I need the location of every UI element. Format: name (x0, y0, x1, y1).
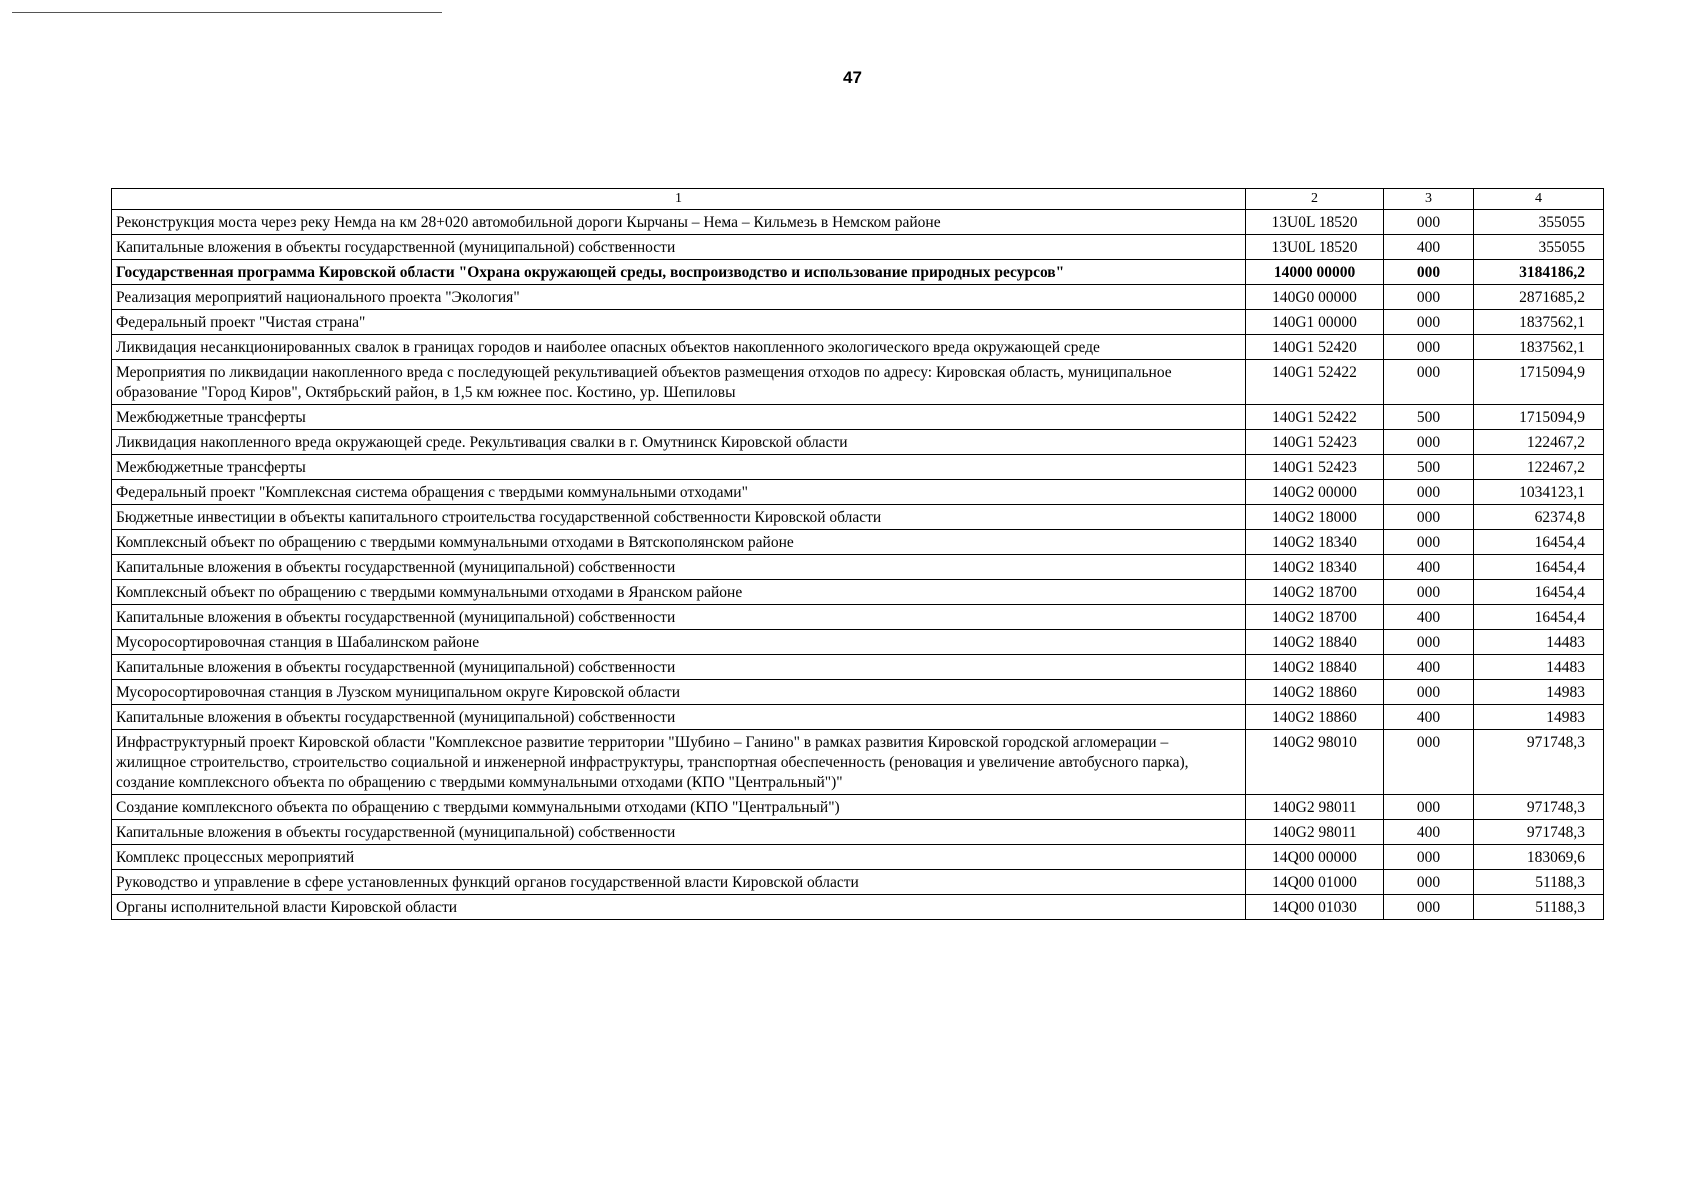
row-type-cell: 400 (1384, 705, 1474, 730)
row-sum-cell: 16454,4 (1474, 530, 1604, 555)
row-sum-cell: 971748,3 (1474, 730, 1604, 795)
row-code-cell: 140G2 18000 (1246, 505, 1384, 530)
row-sum-cell: 1034123,1 (1474, 480, 1604, 505)
row-code-cell: 13U0L 18520 (1246, 210, 1384, 235)
row-sum-cell: 16454,4 (1474, 580, 1604, 605)
row-type-cell: 400 (1384, 235, 1474, 260)
table-row (112, 360, 1604, 405)
table-row (112, 555, 1604, 580)
row-sum-cell: 1837562,1 (1474, 310, 1604, 335)
row-code-cell: 14Q00 01000 (1246, 870, 1384, 895)
row-sum-cell: 122467,2 (1474, 430, 1604, 455)
row-name-cell: Реализация мероприятий национального проекта "Экология" (112, 285, 1246, 310)
row-code-cell: 14Q00 00000 (1246, 845, 1384, 870)
row-sum-cell: 971748,3 (1474, 820, 1604, 845)
row-type-cell: 000 (1384, 580, 1474, 605)
row-code-cell: 14Q00 01030 (1246, 895, 1384, 920)
row-name-cell: Федеральный проект "Чистая страна" (112, 310, 1246, 335)
page-number: 47 (843, 68, 862, 87)
table-row (112, 820, 1604, 845)
table-row (112, 705, 1604, 730)
table-row (112, 795, 1604, 820)
table-row (112, 430, 1604, 455)
row-sum-cell: 51188,3 (1474, 870, 1604, 895)
header-col-4: 4 (1474, 189, 1604, 210)
row-name-cell: Капитальные вложения в объекты государственной (муниципальной) собственности (112, 705, 1246, 730)
row-sum-cell: 122467,2 (1474, 455, 1604, 480)
row-sum-cell: 3184186,2 (1474, 260, 1604, 285)
row-type-cell: 500 (1384, 405, 1474, 430)
table-row (112, 235, 1604, 260)
table-row (112, 210, 1604, 235)
row-type-cell: 000 (1384, 505, 1474, 530)
table-row (112, 680, 1604, 705)
table-row (112, 845, 1604, 870)
row-name-cell: Инфраструктурный проект Кировской области "Комплексное развитие территории "Шубино – Ганино" в рамках развития Кировской городской агломерации – жилищное строительство, строительство социальной и инженерной инфраструктуры, транспортная обеспеченность (реновация и увеличение автобусного парка), создание комплексного объекта по обращению с твердыми коммунальными отходами (КПО "Центральный")" (112, 730, 1246, 795)
table-row (112, 285, 1604, 310)
row-type-cell: 400 (1384, 605, 1474, 630)
row-name-cell: Федеральный проект "Комплексная система обращения с твердыми коммунальными отходами" (112, 480, 1246, 505)
budget-table (111, 188, 1604, 920)
table-row (112, 480, 1604, 505)
table-row (112, 630, 1604, 655)
row-name-cell: Создание комплексного объекта по обращению с твердыми коммунальными отходами (КПО "Центральный") (112, 795, 1246, 820)
row-name-cell: Бюджетные инвестиции в объекты капитального строительства государственной собственности Кировской области (112, 505, 1246, 530)
row-code-cell: 14000 00000 (1246, 260, 1384, 285)
row-name-cell: Капитальные вложения в объекты государственной (муниципальной) собственности (112, 605, 1246, 630)
table-row (112, 655, 1604, 680)
header-col-2: 2 (1246, 189, 1384, 210)
row-code-cell: 140G2 98011 (1246, 820, 1384, 845)
row-sum-cell: 183069,6 (1474, 845, 1604, 870)
row-type-cell: 000 (1384, 530, 1474, 555)
row-code-cell: 140G1 52423 (1246, 455, 1384, 480)
table-row (112, 730, 1604, 795)
row-sum-cell: 51188,3 (1474, 895, 1604, 920)
table-row (112, 260, 1604, 285)
row-name-cell: Руководство и управление в сфере установленных функций органов государственной власти Кировской области (112, 870, 1246, 895)
row-type-cell: 000 (1384, 730, 1474, 795)
row-name-cell: Комплексный объект по обращению с твердыми коммунальными отходами в Яранском районе (112, 580, 1246, 605)
row-code-cell: 140G2 18340 (1246, 555, 1384, 580)
row-name-cell: Государственная программа Кировской области "Охрана окружающей среды, воспроизводство и использование природных ресурсов" (112, 260, 1246, 285)
row-type-cell: 000 (1384, 795, 1474, 820)
row-type-cell: 400 (1384, 555, 1474, 580)
row-name-cell: Ликвидация накопленного вреда окружающей среде. Рекультивация свалки в г. Омутнинск Кировской области (112, 430, 1246, 455)
table-row (112, 870, 1604, 895)
row-sum-cell: 1715094,9 (1474, 360, 1604, 405)
row-name-cell: Межбюджетные трансферты (112, 455, 1246, 480)
row-sum-cell: 14983 (1474, 705, 1604, 730)
table-row (112, 405, 1604, 430)
row-name-cell: Мусоросортировочная станция в Шабалинском районе (112, 630, 1246, 655)
row-code-cell: 13U0L 18520 (1246, 235, 1384, 260)
row-sum-cell: 2871685,2 (1474, 285, 1604, 310)
row-sum-cell: 1715094,9 (1474, 405, 1604, 430)
row-code-cell: 140G1 52423 (1246, 430, 1384, 455)
row-name-cell: Органы исполнительной власти Кировской области (112, 895, 1246, 920)
row-name-cell: Межбюджетные трансферты (112, 405, 1246, 430)
row-code-cell: 140G1 52422 (1246, 405, 1384, 430)
table-row (112, 335, 1604, 360)
row-sum-cell: 14483 (1474, 630, 1604, 655)
header-col-1: 1 (112, 189, 1246, 210)
row-name-cell: Капитальные вложения в объекты государственной (муниципальной) собственности (112, 555, 1246, 580)
row-code-cell: 140G1 00000 (1246, 310, 1384, 335)
row-code-cell: 140G2 18840 (1246, 655, 1384, 680)
header-col-3: 3 (1384, 189, 1474, 210)
table-header-row (112, 189, 1604, 210)
row-name-cell: Ликвидация несанкционированных свалок в границах городов и наиболее опасных объектов накопленного экологического вреда окружающей среде (112, 335, 1246, 360)
table-row (112, 530, 1604, 555)
row-type-cell: 000 (1384, 630, 1474, 655)
row-type-cell: 000 (1384, 260, 1474, 285)
table-row (112, 310, 1604, 335)
row-sum-cell: 355055 (1474, 235, 1604, 260)
row-sum-cell: 16454,4 (1474, 555, 1604, 580)
row-name-cell: Реконструкция моста через реку Немда на км 28+020 автомобильной дороги Кырчаны – Нема – Кильмезь в Немском районе (112, 210, 1246, 235)
row-code-cell: 140G2 00000 (1246, 480, 1384, 505)
row-code-cell: 140G0 00000 (1246, 285, 1384, 310)
row-type-cell: 000 (1384, 480, 1474, 505)
row-type-cell: 000 (1384, 210, 1474, 235)
row-name-cell: Мероприятия по ликвидации накопленного вреда с последующей рекультивацией объектов размещения отходов по адресу: Кировская область, муниципальное образование "Город Киров", Октябрьский район, в 1,5 км южнее пос. Костино, ур. Шепиловы (112, 360, 1246, 405)
row-type-cell: 400 (1384, 655, 1474, 680)
row-sum-cell: 355055 (1474, 210, 1604, 235)
row-name-cell: Капитальные вложения в объекты государственной (муниципальной) собственности (112, 820, 1246, 845)
row-code-cell: 140G2 18700 (1246, 580, 1384, 605)
table-row (112, 895, 1604, 920)
row-sum-cell: 16454,4 (1474, 605, 1604, 630)
row-sum-cell: 971748,3 (1474, 795, 1604, 820)
row-type-cell: 000 (1384, 870, 1474, 895)
table-row (112, 455, 1604, 480)
table-row (112, 505, 1604, 530)
row-type-cell: 000 (1384, 310, 1474, 335)
row-code-cell: 140G2 98011 (1246, 795, 1384, 820)
row-name-cell: Комплексный объект по обращению с твердыми коммунальными отходами в Вятскополянском районе (112, 530, 1246, 555)
row-sum-cell: 62374,8 (1474, 505, 1604, 530)
row-type-cell: 000 (1384, 430, 1474, 455)
row-code-cell: 140G2 18840 (1246, 630, 1384, 655)
row-sum-cell: 14483 (1474, 655, 1604, 680)
row-type-cell: 000 (1384, 285, 1474, 310)
row-sum-cell: 14983 (1474, 680, 1604, 705)
row-name-cell: Мусоросортировочная станция в Лузском муниципальном округе Кировской области (112, 680, 1246, 705)
row-code-cell: 140G2 18860 (1246, 680, 1384, 705)
row-type-cell: 000 (1384, 895, 1474, 920)
row-code-cell: 140G2 18700 (1246, 605, 1384, 630)
row-name-cell: Капитальные вложения в объекты государственной (муниципальной) собственности (112, 655, 1246, 680)
row-code-cell: 140G2 18860 (1246, 705, 1384, 730)
row-name-cell: Капитальные вложения в объекты государственной (муниципальной) собственности (112, 235, 1246, 260)
table-row (112, 605, 1604, 630)
row-code-cell: 140G1 52420 (1246, 335, 1384, 360)
row-type-cell: 500 (1384, 455, 1474, 480)
table-row (112, 580, 1604, 605)
row-code-cell: 140G2 98010 (1246, 730, 1384, 795)
row-type-cell: 400 (1384, 820, 1474, 845)
row-type-cell: 000 (1384, 335, 1474, 360)
row-sum-cell: 1837562,1 (1474, 335, 1604, 360)
row-type-cell: 000 (1384, 360, 1474, 405)
row-code-cell: 140G1 52422 (1246, 360, 1384, 405)
row-type-cell: 000 (1384, 845, 1474, 870)
row-code-cell: 140G2 18340 (1246, 530, 1384, 555)
row-type-cell: 000 (1384, 680, 1474, 705)
top-rule (12, 12, 442, 13)
row-name-cell: Комплекс процессных мероприятий (112, 845, 1246, 870)
